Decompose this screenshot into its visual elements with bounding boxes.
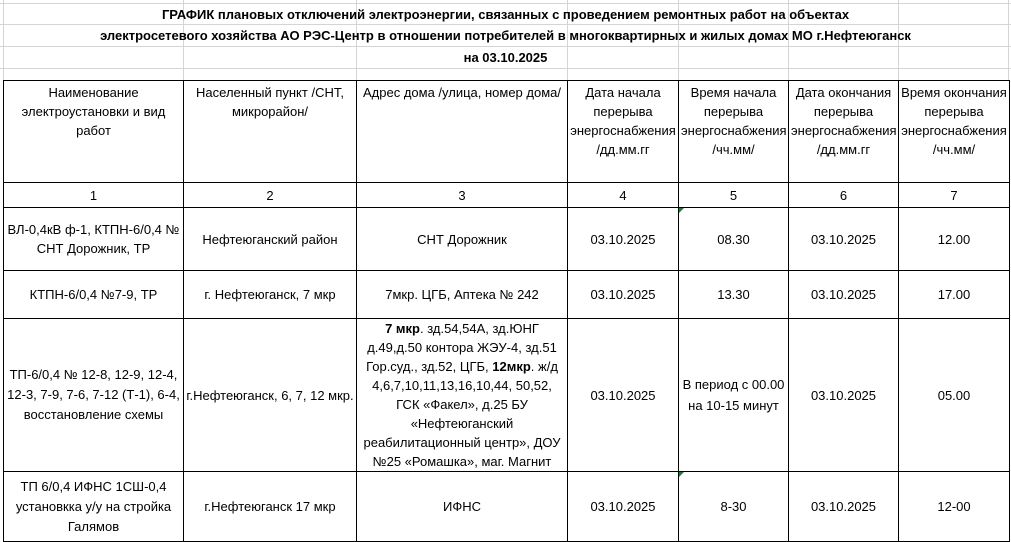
address-district-bold: 12мкр: [492, 359, 531, 374]
end-time-cell[interactable]: 12.00: [899, 208, 1010, 271]
header-cell[interactable]: Населенный пункт /СНТ, микрорайон/: [184, 81, 357, 183]
address-cell[interactable]: [357, 319, 568, 472]
end-time-cell[interactable]: 05.00: [899, 319, 1010, 472]
end-date-cell[interactable]: 03.10.2025: [789, 472, 899, 542]
header-cell[interactable]: Наименование электроустановки и вид работ: [4, 81, 184, 183]
locality-cell[interactable]: г. Нефтеюганск, 7 мкр: [184, 271, 357, 319]
start-date-cell[interactable]: 03.10.2025: [568, 472, 679, 542]
table-row: [4, 319, 1010, 472]
installation-cell[interactable]: ТП-6/0,4 № 12-8, 12-9, 12-4, 12-3, 7-9, 7-6, 7-12 (Т-1), 6-4, восстановление схемы: [4, 319, 184, 472]
header-cell[interactable]: Адрес дома /улица, номер дома/: [357, 81, 568, 183]
end-time-cell[interactable]: 17.00: [899, 271, 1010, 319]
column-number-cell[interactable]: 1: [4, 183, 184, 208]
table-header-row: [4, 81, 1010, 183]
installation-cell[interactable]: ТП 6/0,4 ИФНС 1СШ-0,4 установкка у/у на стройка Галямов: [4, 472, 184, 542]
table-row: [4, 208, 1010, 271]
table-row: [4, 472, 1010, 542]
column-number-row: [4, 183, 1010, 208]
start-date-cell[interactable]: 03.10.2025: [568, 208, 679, 271]
column-number-cell[interactable]: 6: [789, 183, 899, 208]
table-row: [4, 271, 1010, 319]
installation-cell[interactable]: КТПН-6/0,4 №7-9, ТР: [4, 271, 184, 319]
cell-comment-marker: [679, 472, 684, 477]
start-time-cell[interactable]: 13.30: [679, 271, 789, 319]
title-line-3: на 03.10.2025: [0, 47, 1011, 69]
end-date-cell[interactable]: 03.10.2025: [789, 208, 899, 271]
address-cell[interactable]: 7мкр. ЦГБ, Аптека № 242: [357, 271, 568, 319]
column-number-cell[interactable]: 2: [184, 183, 357, 208]
title-line-1: ГРАФИК плановых отключений электроэнергии, связанных с проведением ремонтных работ на объектах: [0, 3, 1011, 25]
start-time-cell[interactable]: [679, 472, 789, 542]
end-date-cell[interactable]: 03.10.2025: [789, 271, 899, 319]
cell-comment-marker: [679, 208, 684, 213]
start-time-value: 08.30: [717, 231, 750, 247]
end-date-cell[interactable]: 03.10.2025: [789, 319, 899, 472]
address-cell[interactable]: ИФНС: [357, 472, 568, 542]
address-text: . зд.54,54А, зд.ЮНГ д.49,д.50 контора ЖЭУ-4, зд.51 Гор.суд., зд.52, ЦГБ,: [366, 321, 557, 374]
start-date-cell[interactable]: 03.10.2025: [568, 319, 679, 472]
start-time-cell[interactable]: [679, 208, 789, 271]
column-number-cell[interactable]: 5: [679, 183, 789, 208]
locality-cell[interactable]: г.Нефтеюганск, 6, 7, 12 мкр.: [184, 319, 357, 472]
address-district-bold: 7 мкр: [385, 321, 420, 336]
outage-schedule-table: [3, 80, 1010, 542]
header-cell[interactable]: Дата окончания перерыва энергоснабжения /дд.мм.гг: [789, 81, 899, 183]
column-number-cell[interactable]: 7: [899, 183, 1010, 208]
start-date-cell[interactable]: 03.10.2025: [568, 271, 679, 319]
address-text: . ж/д 4,6,7,10,11,13,16,10,44, 50,52, ГСК «Факел», д.25 БУ «Нефтеюганский реабилитационный центр», ДОУ №25 «Ромашка», маг. Магнит: [363, 359, 561, 469]
locality-cell[interactable]: г.Нефтеюганск 17 мкр: [184, 472, 357, 542]
column-number-cell[interactable]: 3: [357, 183, 568, 208]
installation-cell[interactable]: ВЛ-0,4кВ ф-1, КТПН-6/0,4 № СНТ Дорожник, ТР: [4, 208, 184, 271]
start-time-value: 8-30: [720, 499, 747, 514]
end-time-cell[interactable]: 12-00: [899, 472, 1010, 542]
title-line-2: электросетевого хозяйства АО РЭС-Центр в отношении потребителей в многоквартирных и жилых домах МО г.Нефтеюганск: [0, 25, 1011, 47]
start-time-cell[interactable]: В период с 00.00 на 10-15 минут: [679, 319, 789, 472]
header-cell[interactable]: Время начала перерыва энергоснабжения /чч.мм/: [679, 81, 789, 183]
header-cell[interactable]: Время окончания перерыва энергоснабжения /чч.мм/: [899, 81, 1010, 183]
column-number-cell[interactable]: 4: [568, 183, 679, 208]
header-cell[interactable]: Дата начала перерыва энергоснабжения /дд.мм.гг: [568, 81, 679, 183]
address-cell[interactable]: СНТ Дорожник: [357, 208, 568, 271]
locality-cell[interactable]: Нефтеюганский район: [184, 208, 357, 271]
